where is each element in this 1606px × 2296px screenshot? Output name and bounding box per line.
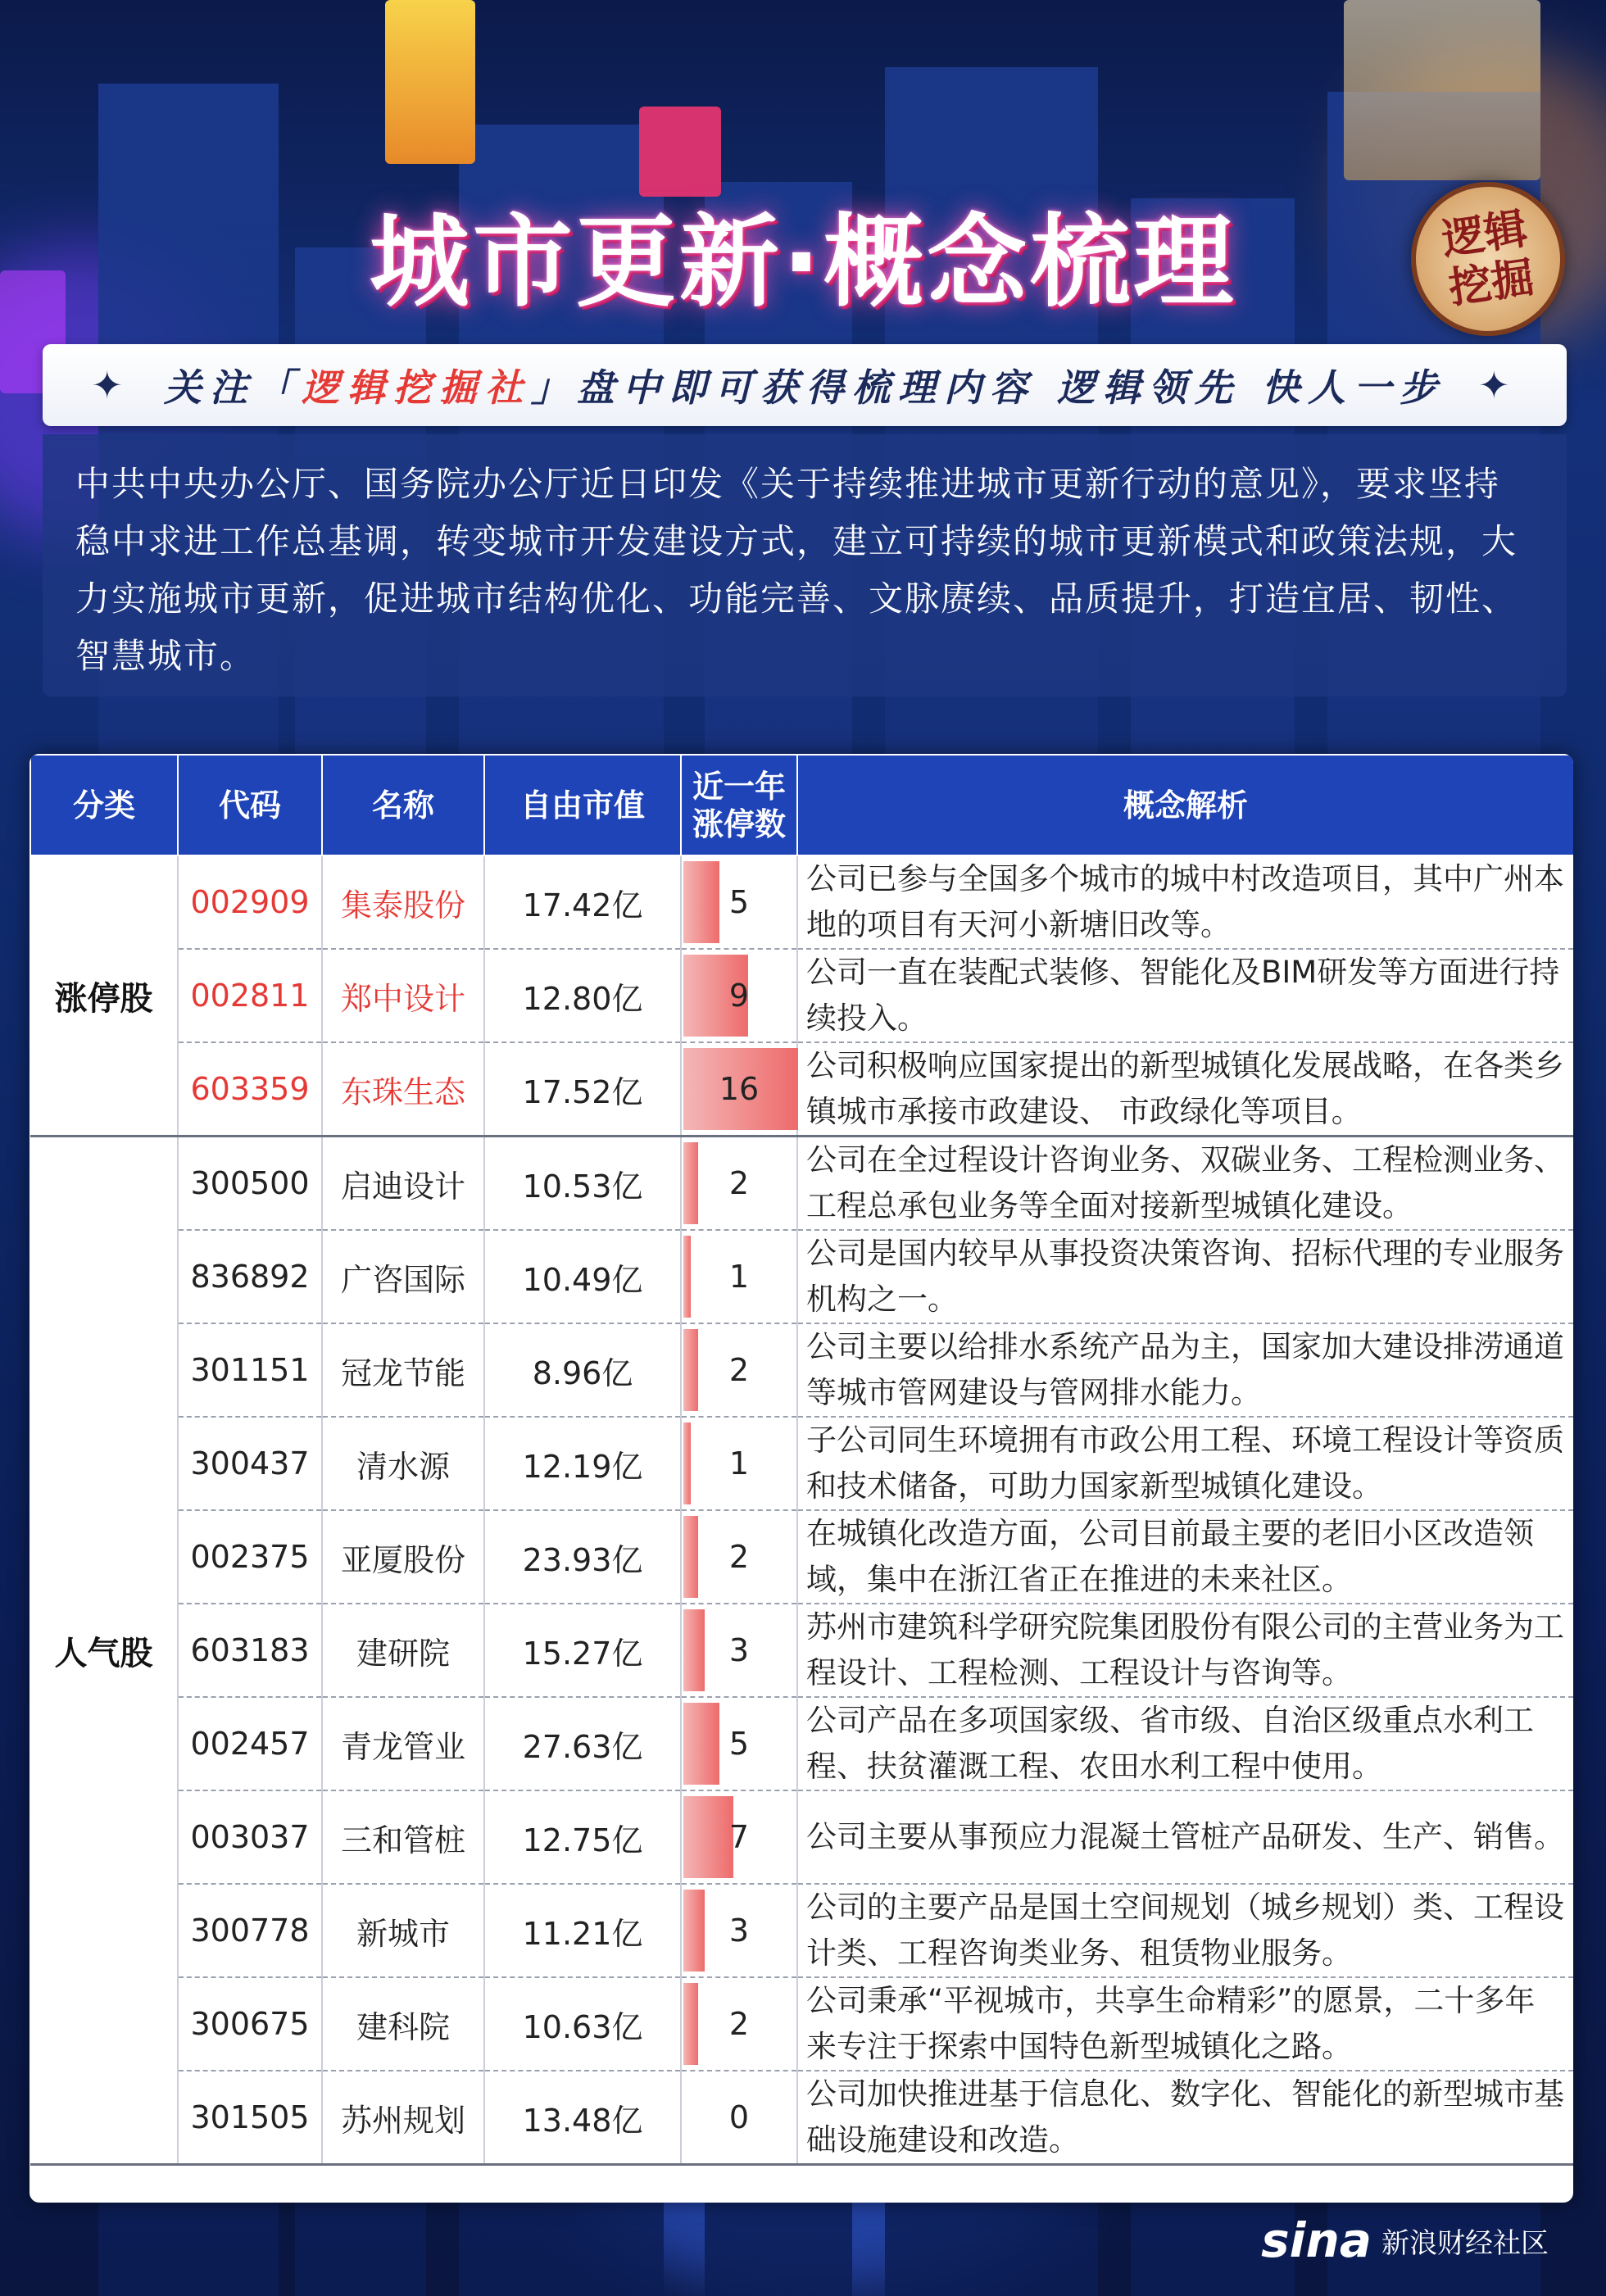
limit-up-cell: [681, 2071, 797, 2165]
stock-name: 启迪设计: [322, 1137, 484, 1231]
stock-name: 郑中设计: [322, 949, 484, 1042]
stock-name: 清水源: [322, 1417, 484, 1510]
sparkle-icon: ✦: [91, 363, 131, 407]
table-row: [30, 1790, 1573, 1884]
limit-up-cell: [681, 1137, 797, 1231]
category-cell: 涨停股: [30, 855, 178, 1137]
table-row: [30, 1417, 1573, 1510]
limit-up-bar: [683, 1703, 719, 1785]
market-cap: 17.52亿: [484, 1042, 681, 1137]
concept-description: 公司产品在多项国家级、省市级、自治区级重点水利工程、扶贫灌溉工程、农田水利工程中使用。: [797, 1697, 1573, 1790]
stock-code: 300675: [178, 1977, 322, 2071]
concept-description: 公司在全过程设计咨询业务、双碳业务、工程检测业务、工程总承包业务等全面对接新型城镇化建设。: [797, 1137, 1573, 1231]
stock-code: 003037: [178, 1790, 322, 1884]
limit-up-count: 1: [728, 1445, 750, 1482]
footer-brand: [1261, 2212, 1549, 2268]
header-concept: 概念解析: [797, 755, 1573, 855]
table-row: [30, 1042, 1573, 1137]
sina-logo: sina: [1261, 2212, 1372, 2268]
header-code: 代码: [178, 755, 322, 855]
stock-name: 集泰股份: [322, 855, 484, 949]
stock-name: 苏州规划: [322, 2071, 484, 2165]
stock-name: 新城市: [322, 1884, 484, 1977]
table-row: [30, 1230, 1573, 1323]
market-cap: 11.21亿: [484, 1884, 681, 1977]
table-row: [30, 1884, 1573, 1977]
stock-code: 603359: [178, 1042, 322, 1137]
limit-up-cell: [681, 1697, 797, 1790]
stock-name: 建研院: [322, 1604, 484, 1697]
market-cap: 13.48亿: [484, 2071, 681, 2165]
table-row: [30, 1977, 1573, 2071]
slogan-banner: [43, 344, 1567, 426]
market-cap: 27.63亿: [484, 1697, 681, 1790]
limit-up-cell: [681, 1790, 797, 1884]
market-cap: 10.63亿: [484, 1977, 681, 2071]
market-cap: 15.27亿: [484, 1604, 681, 1697]
concept-stock-table: [29, 754, 1573, 2166]
table-row: [30, 949, 1573, 1042]
stock-name: 三和管桩: [322, 1790, 484, 1884]
stock-code: 002811: [178, 949, 322, 1042]
limit-up-cell: [681, 1042, 797, 1137]
concept-description: 公司是国内较早从事投资决策咨询、招标代理的专业服务机构之一。: [797, 1230, 1573, 1323]
concept-description: 公司主要从事预应力混凝土管桩产品研发、生产、销售。: [797, 1790, 1573, 1884]
stock-name: 东珠生态: [322, 1042, 484, 1137]
limit-up-bar: [683, 1142, 698, 1224]
limit-up-count: 2: [728, 1352, 750, 1388]
footer-label: 新浪财经社区: [1381, 2226, 1549, 2260]
stock-code: 002457: [178, 1697, 322, 1790]
concept-description: 公司加快推进基于信息化、数字化、智能化的新型城市基础设施建设和改造。: [797, 2071, 1573, 2165]
stock-table-card: [29, 754, 1573, 2203]
sparkle-icon: ✦: [1478, 363, 1518, 407]
limit-up-cell: [681, 1604, 797, 1697]
limit-up-count: 5: [728, 884, 750, 920]
stock-code: 300437: [178, 1417, 322, 1510]
concept-description: 在城镇化改造方面，公司目前最主要的老旧小区改造领域，集中在浙江省正在推进的未来社区。: [797, 1510, 1573, 1604]
table-row: [30, 1323, 1573, 1417]
concept-description: 公司秉承“平视城市，共享生命精彩”的愿景，二十多年来专注于探索中国特色新型城镇化之路。: [797, 1977, 1573, 2071]
table-row: [30, 1604, 1573, 1697]
limit-up-cell: [681, 949, 797, 1042]
limit-up-bar: [683, 1609, 705, 1691]
concept-description: 苏州市建筑科学研究院集团股份有限公司的主营业务为工程设计、工程检测、工程设计与咨询等。: [797, 1604, 1573, 1697]
limit-up-cell: [681, 1884, 797, 1977]
limit-up-bar: [683, 1983, 698, 2065]
concept-description: 公司主要以给排水系统产品为主，国家加大建设排涝通道等城市管网建设与管网排水能力。: [797, 1323, 1573, 1417]
limit-up-bar: [683, 1516, 698, 1598]
stock-code: 300778: [178, 1884, 322, 1977]
table-row: [30, 1510, 1573, 1604]
limit-up-bar: [683, 1329, 698, 1411]
limit-up-count: 2: [728, 1165, 750, 1201]
seal-line-2: 挖掘: [1445, 252, 1537, 314]
stock-name: 广咨国际: [322, 1230, 484, 1323]
concept-description: 公司一直在装配式装修、智能化及BIM研发等方面进行持续投入。: [797, 949, 1573, 1042]
concept-description: 公司已参与全国多个城市的城中村改造项目，其中广州本地的项目有天河小新塘旧改等。: [797, 855, 1573, 949]
limit-up-bar: [683, 1236, 691, 1318]
table-header-row: [30, 755, 1573, 855]
limit-up-count: 9: [728, 978, 750, 1014]
limit-up-count: 5: [728, 1726, 750, 1762]
stock-code: 603183: [178, 1604, 322, 1697]
limit-up-count: 2: [728, 1539, 750, 1575]
limit-up-count: 3: [728, 1913, 750, 1949]
slogan-brand: 逻辑挖掘社: [301, 365, 531, 410]
header-limit-up-count: 近一年 涨停数: [681, 755, 797, 855]
slogan-prefix: 关注「: [163, 365, 302, 410]
concept-description: 子公司同生环境拥有市政公用工程、环境工程设计等资质和技术储备，可助力国家新型城镇化建设。: [797, 1417, 1573, 1510]
category-cell: 人气股: [30, 1137, 178, 2165]
limit-up-cell: [681, 1323, 797, 1417]
table-row: [30, 855, 1573, 949]
concept-description: 公司积极响应国家提出的新型城镇化发展战略，在各类乡镇城市承接市政建设、 市政绿化等项目。: [797, 1042, 1573, 1137]
market-cap: 10.53亿: [484, 1137, 681, 1231]
stock-name: 建科院: [322, 1977, 484, 2071]
market-cap: 12.75亿: [484, 1790, 681, 1884]
stock-code: 301151: [178, 1323, 322, 1417]
header-name: 名称: [322, 755, 484, 855]
header-category: 分类: [30, 755, 178, 855]
market-cap: 23.93亿: [484, 1510, 681, 1604]
stock-code: 301505: [178, 2071, 322, 2165]
limit-up-bar: [683, 1890, 705, 1972]
limit-up-cell: [681, 1230, 797, 1323]
table-body: [30, 855, 1573, 2165]
limit-up-count: 1: [728, 1259, 750, 1295]
table-row: [30, 1137, 1573, 1231]
stock-name: 冠龙节能: [322, 1323, 484, 1417]
seal-line-1: 逻辑: [1439, 204, 1531, 265]
stock-name: 亚厦股份: [322, 1510, 484, 1604]
limit-up-bar: [683, 1423, 691, 1504]
concept-description: 公司的主要产品是国土空间规划（城乡规划）类、工程设计类、工程咨询类业务、租赁物业服务。: [797, 1884, 1573, 1977]
header-market-cap: 自由市值: [484, 755, 681, 855]
limit-up-count: 0: [728, 2099, 750, 2135]
limit-up-bar: [683, 861, 719, 943]
limit-up-cell: [681, 1510, 797, 1604]
intro-paragraph: 中共中央办公厅、国务院办公厅近日印发《关于持续推进城市更新行动的意见》，要求坚持稳中求进工作总基调，转变城市开发建设方式，建立可持续的城市更新模式和政策法规，大力实施城市更新，促进城市结构优化、功能完善、文脉赓续、品质提升，打造宜居、韧性、智慧城市。: [43, 434, 1567, 697]
stock-code: 002909: [178, 855, 322, 949]
limit-up-count: 3: [728, 1632, 750, 1668]
stock-code: 300500: [178, 1137, 322, 1231]
limit-up-cell: [681, 855, 797, 949]
limit-up-bar: [683, 1796, 733, 1878]
stock-code: 002375: [178, 1510, 322, 1604]
slogan-suffix: 」盘中即可获得梳理内容 逻辑领先 快人一步: [530, 365, 1446, 410]
stock-code: 836892: [178, 1230, 322, 1323]
market-cap: 17.42亿: [484, 855, 681, 949]
table-row: [30, 2071, 1573, 2165]
market-cap: 12.80亿: [484, 949, 681, 1042]
page-title: 城市更新·概念梳理: [369, 204, 1237, 320]
limit-up-count: 7: [728, 1819, 750, 1855]
market-cap: 8.96亿: [484, 1323, 681, 1417]
limit-up-cell: [681, 1977, 797, 2071]
market-cap: 12.19亿: [484, 1417, 681, 1510]
stock-name: 青龙管业: [322, 1697, 484, 1790]
limit-up-count: 16: [719, 1071, 760, 1107]
limit-up-cell: [681, 1417, 797, 1510]
limit-up-count: 2: [728, 2006, 750, 2042]
market-cap: 10.49亿: [484, 1230, 681, 1323]
table-row: [30, 1697, 1573, 1790]
